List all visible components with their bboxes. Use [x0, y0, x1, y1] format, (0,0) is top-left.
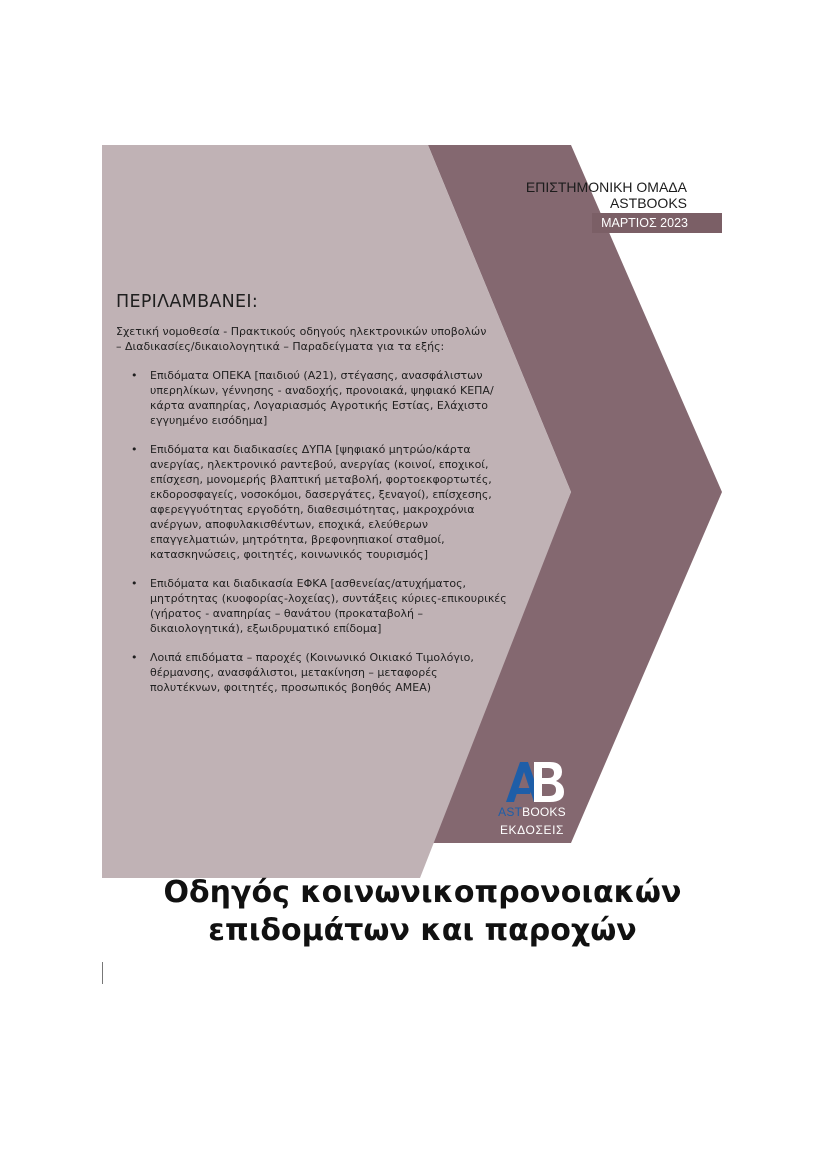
publisher-logo [494, 758, 570, 837]
title-line-2: επιδομάτων και παροχών [208, 913, 637, 948]
contents-section [116, 292, 508, 709]
author-block [526, 179, 687, 211]
bullet-icon: • [131, 369, 138, 382]
contents-intro [116, 324, 508, 354]
bullet-icon: • [131, 443, 138, 456]
author-group-label: ΕΠΙΣΤΗΜΟΝΙΚΗ ΟΜΑΔΑ [525, 179, 687, 195]
date-badge: ΜΑΡΤΙΟΣ 2023 [592, 213, 722, 233]
bullet-icon: • [131, 651, 138, 664]
author-publisher-label: ASTBOOKS [609, 195, 687, 211]
logo-word-ast: AST [498, 805, 523, 819]
list-item-text: Επιδόματα και διαδικασία ΕΦΚΑ [ασθενείας/ατυχήματος, μητρότητας (κυοφορίας-λοχείας), συντάξεις κύριες-επικουρικές (γήρατος - αναπηρίας – θανάτου (προκαταβολή – δικαιολογητικά), εξωιδρυματικό επίδομα] [150, 577, 507, 635]
list-item [131, 650, 508, 695]
logo-word-books: BOOKS [522, 805, 566, 819]
logo-subtitle: ΕΚΔΟΣΕΙΣ [499, 823, 565, 837]
contents-list [116, 368, 508, 695]
intro-line-1: Σχετική νομοθεσία - Πρακτικούς οδηγούς ηλεκτρονικών υποβολών [116, 325, 487, 338]
logo-wordmark [494, 805, 570, 819]
list-item-text: Λοιπά επιδόματα – παροχές (Κοινωνικό Οικιακό Τιμολόγιο, θέρμανσης, ανασφάλιστοι, μετακίνηση – μεταφορές πολυτέκνων, φοιτητές, προσωπικός βοηθός ΑΜΕΑ) [150, 651, 474, 694]
intro-line-2: – Διαδικασίες/δικαιολογητικά – Παραδείγματα για τα εξής: [116, 340, 445, 353]
list-item-text: Επιδόματα και διαδικασίες ΔΥΠΑ [ψηφιακό μητρώο/κάρτα ανεργίας, ηλεκτρονικό ραντεβού, ανεργίας (κοινοί, εποχικοί, επίσχεση, μονομερής βλαπτική μεταβολή, φορτοεκφορτωτές, εκδοροσφαγείς, νοσοκόμοι, δασεργάτες, ξεναγοί), επίσχεσης, αφερεγγυότητας εργοδότη, διαθεσιμότητας, μακροχρόνια ανέργων, αποφυλακισθέντων, εποχικά, ελεύθερων επαγγελματιών, μητρότητα, βρεφονηπιακοί σταθμοί, κατασκηνώσεις, φοιτητές, κοινωνικός τουρισμός] [150, 443, 492, 561]
contents-heading: ΠΕΡΙΛΑΜΒΑΝΕΙ: [116, 292, 259, 312]
book-title [0, 874, 825, 950]
list-item [131, 368, 508, 428]
list-item [131, 576, 508, 636]
list-item [131, 442, 508, 562]
ab-monogram-logo-icon [498, 758, 566, 804]
text-cursor-mark [102, 962, 103, 984]
list-item-text: Επιδόματα ΟΠΕΚΑ [παιδιού (Α21), στέγασης, ανασφάλιστων υπερηλίκων, γέννησης - αναδοχής, προνοιακά, ψηφιακό ΚΕΠΑ/κάρτα αναπηρίας, Λογαριασμός Αγροτικής Εστίας, Ελάχιστο εγγυημένο εισόδημα] [150, 369, 494, 427]
bullet-icon: • [131, 577, 138, 590]
title-line-1: Οδηγός κοινωνικοπρονοιακών [163, 875, 682, 910]
